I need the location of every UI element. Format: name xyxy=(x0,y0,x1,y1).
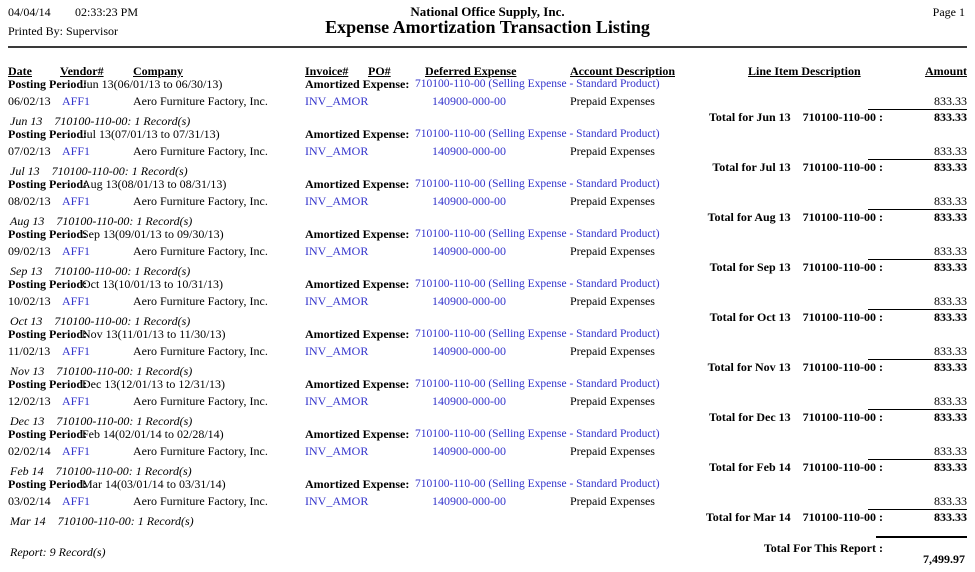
vendor-company: Aero Furniture Factory, Inc. xyxy=(133,94,268,108)
amortized-expense-label: Amortized Expense: xyxy=(305,77,410,91)
posting-period-label: Posting Period: xyxy=(8,277,87,291)
account-description: Prepaid Expenses xyxy=(570,394,655,408)
amortized-expense-account: 710100-110-00 (Selling Expense - Standard Product) xyxy=(415,278,660,290)
vendor-company: Aero Furniture Factory, Inc. xyxy=(133,444,268,458)
record-block xyxy=(0,278,975,328)
line-amount: 833.33 xyxy=(934,94,967,108)
line-amount: 833.33 xyxy=(934,394,967,408)
account-description: Prepaid Expenses xyxy=(570,94,655,108)
month-total-amount: 833.33 xyxy=(934,260,967,274)
amortized-expense-label: Amortized Expense: xyxy=(305,227,410,241)
amortized-expense-label: Amortized Expense: xyxy=(305,477,410,491)
posting-period-label: Posting Period: xyxy=(8,477,87,491)
deferred-expense-account: 140900-000-00 xyxy=(432,244,506,258)
print-time: 02:33:23 PM xyxy=(75,5,139,19)
account-description: Prepaid Expenses xyxy=(570,294,655,308)
records xyxy=(0,78,975,528)
account-description: Prepaid Expenses xyxy=(570,244,655,258)
record-block xyxy=(0,78,975,128)
month-total-label: Total for Aug 13 710100-110-00 : xyxy=(707,210,883,224)
transaction-date: 07/02/13 xyxy=(8,144,51,158)
record-block xyxy=(0,478,975,528)
transaction-date: 12/02/13 xyxy=(8,394,51,408)
posting-period-value: Feb 14(02/01/14 to 02/28/14) xyxy=(82,427,224,441)
deferred-expense-account: 140900-000-00 xyxy=(432,444,506,458)
vendor-code: AFF1 xyxy=(62,244,91,258)
record-count-line: Jun 13 710100-110-00: 1 Record(s) xyxy=(10,114,191,128)
record-block xyxy=(0,378,975,428)
posting-period-value: Jul 13(07/01/13 to 07/31/13) xyxy=(82,127,220,141)
posting-period-value: Aug 13(08/01/13 to 08/31/13) xyxy=(82,177,227,191)
invoice-number: INV_AMOR xyxy=(305,344,369,358)
posting-period-value: Nov 13(11/01/13 to 11/30/13) xyxy=(82,327,226,341)
col-header-company: Company xyxy=(133,64,184,78)
vendor-company: Aero Furniture Factory, Inc. xyxy=(133,244,268,258)
deferred-expense-account: 140900-000-00 xyxy=(432,144,506,158)
month-total-amount: 833.33 xyxy=(934,410,967,424)
amortized-expense-label: Amortized Expense: xyxy=(305,177,410,191)
invoice-number: INV_AMOR xyxy=(305,294,369,308)
record-count-line: Aug 13 710100-110-00: 1 Record(s) xyxy=(10,214,193,228)
month-total-amount: 833.33 xyxy=(934,360,967,374)
col-header-date: Date xyxy=(8,64,32,78)
report-total-amount: 7,499.97 xyxy=(923,552,965,566)
deferred-expense-account: 140900-000-00 xyxy=(432,294,506,308)
record-count-line: Mar 14 710100-110-00: 1 Record(s) xyxy=(10,514,194,528)
month-total-amount: 833.33 xyxy=(934,110,967,124)
posting-period-label: Posting Period: xyxy=(8,327,87,341)
vendor-code: AFF1 xyxy=(62,144,91,158)
posting-period-label: Posting Period: xyxy=(8,427,87,441)
month-total-amount: 833.33 xyxy=(934,510,967,524)
report-total-label: Total For This Report : xyxy=(763,541,883,555)
deferred-expense-account: 140900-000-00 xyxy=(432,494,506,508)
vendor-code: AFF1 xyxy=(62,494,91,508)
posting-period-value: Jun 13(06/01/13 to 06/30/13) xyxy=(82,77,223,91)
line-amount: 833.33 xyxy=(934,144,967,158)
vendor-code: AFF1 xyxy=(62,294,91,308)
line-amount: 833.33 xyxy=(934,194,967,208)
vendor-code: AFF1 xyxy=(62,94,91,108)
account-description: Prepaid Expenses xyxy=(570,494,655,508)
col-header-line-item-desc: Line Item Description xyxy=(748,64,861,78)
posting-period-label: Posting Period: xyxy=(8,227,87,241)
record-block xyxy=(0,428,975,478)
month-total-label: Total for Feb 14 710100-110-00 : xyxy=(709,460,883,474)
transaction-date: 02/02/14 xyxy=(8,444,51,458)
invoice-number: INV_AMOR xyxy=(305,244,369,258)
report-total-box xyxy=(876,536,967,572)
month-total-label: Total for Dec 13 710100-110-00 : xyxy=(709,410,883,424)
posting-period-label: Posting Period: xyxy=(8,177,87,191)
amortized-expense-label: Amortized Expense: xyxy=(305,127,410,141)
account-description: Prepaid Expenses xyxy=(570,194,655,208)
month-total-label: Total for Oct 13 710100-110-00 : xyxy=(709,310,883,324)
amortized-expense-account: 710100-110-00 (Selling Expense - Standard Product) xyxy=(415,228,660,240)
record-block xyxy=(0,228,975,278)
col-header-amount: Amount xyxy=(924,64,967,78)
invoice-number: INV_AMOR xyxy=(305,494,369,508)
deferred-expense-account: 140900-000-00 xyxy=(432,394,506,408)
line-amount: 833.33 xyxy=(934,294,967,308)
deferred-expense-account: 140900-000-00 xyxy=(432,344,506,358)
amortized-expense-label: Amortized Expense: xyxy=(305,377,410,391)
vendor-code: AFF1 xyxy=(62,344,91,358)
vendor-code: AFF1 xyxy=(62,194,91,208)
account-description: Prepaid Expenses xyxy=(570,344,655,358)
amortized-expense-account: 710100-110-00 (Selling Expense - Standard Product) xyxy=(415,328,660,340)
posting-period-value: Mar 14(03/01/14 to 03/31/14) xyxy=(82,477,226,491)
month-total-label: Total for Jun 13 710100-110-00 : xyxy=(708,110,883,124)
vendor-company: Aero Furniture Factory, Inc. xyxy=(133,294,268,308)
amortized-expense-label: Amortized Expense: xyxy=(305,427,410,441)
col-header-vendor: Vendor# xyxy=(60,64,104,78)
deferred-expense-account: 140900-000-00 xyxy=(432,94,506,108)
line-amount: 833.33 xyxy=(934,344,967,358)
transaction-date: 10/02/13 xyxy=(8,294,51,308)
amortized-expense-account: 710100-110-00 (Selling Expense - Standard Product) xyxy=(415,428,660,440)
invoice-number: INV_AMOR xyxy=(305,94,369,108)
vendor-code: AFF1 xyxy=(62,394,91,408)
header-divider xyxy=(8,46,967,48)
col-header-account-desc: Account Description xyxy=(570,64,675,78)
deferred-expense-account: 140900-000-00 xyxy=(432,194,506,208)
transaction-date: 08/02/13 xyxy=(8,194,51,208)
report-record-count: Report: 9 Record(s) xyxy=(10,545,106,559)
amortized-expense-account: 710100-110-00 (Selling Expense - Standard Product) xyxy=(415,378,660,390)
report-title: Expense Amortization Transaction Listing xyxy=(325,17,650,37)
invoice-number: INV_AMOR xyxy=(305,444,369,458)
invoice-number: INV_AMOR xyxy=(305,394,369,408)
amortized-expense-label: Amortized Expense: xyxy=(305,277,410,291)
invoice-number: INV_AMOR xyxy=(305,194,369,208)
amortized-expense-label: Amortized Expense: xyxy=(305,327,410,341)
posting-period-label: Posting Period: xyxy=(8,77,87,91)
posting-period-value: Dec 13(12/01/13 to 12/31/13) xyxy=(82,377,225,391)
month-total-amount: 833.33 xyxy=(934,160,967,174)
vendor-company: Aero Furniture Factory, Inc. xyxy=(133,144,268,158)
month-total-label: Total for Nov 13 710100-110-00 : xyxy=(707,360,883,374)
amortized-expense-account: 710100-110-00 (Selling Expense - Standard Product) xyxy=(415,178,660,190)
transaction-date: 06/02/13 xyxy=(8,94,51,108)
amortized-expense-account: 710100-110-00 (Selling Expense - Standard Product) xyxy=(415,478,660,490)
vendor-company: Aero Furniture Factory, Inc. xyxy=(133,344,268,358)
record-count-line: Sep 13 710100-110-00: 1 Record(s) xyxy=(10,264,191,278)
company-name: National Office Supply, Inc. xyxy=(410,4,565,19)
transaction-date: 09/02/13 xyxy=(8,244,51,258)
vendor-company: Aero Furniture Factory, Inc. xyxy=(133,194,268,208)
record-count-line: Nov 13 710100-110-00: 1 Record(s) xyxy=(10,364,193,378)
record-block xyxy=(0,178,975,228)
vendor-company: Aero Furniture Factory, Inc. xyxy=(133,394,268,408)
posting-period-value: Sep 13(09/01/13 to 09/30/13) xyxy=(82,227,224,241)
record-block xyxy=(0,328,975,378)
col-header-po: PO# xyxy=(368,64,391,78)
amortized-expense-account: 710100-110-00 (Selling Expense - Standard Product) xyxy=(415,128,660,140)
record-count-line: Feb 14 710100-110-00: 1 Record(s) xyxy=(10,464,192,478)
invoice-number: INV_AMOR xyxy=(305,144,369,158)
vendor-company: Aero Furniture Factory, Inc. xyxy=(133,494,268,508)
record-count-line: Oct 13 710100-110-00: 1 Record(s) xyxy=(10,314,191,328)
account-description: Prepaid Expenses xyxy=(570,444,655,458)
line-amount: 833.33 xyxy=(934,444,967,458)
posting-period-value: Oct 13(10/01/13 to 10/31/13) xyxy=(82,277,223,291)
line-amount: 833.33 xyxy=(934,244,967,258)
record-block xyxy=(0,128,975,178)
month-total-amount: 833.33 xyxy=(934,210,967,224)
print-date: 04/04/14 xyxy=(8,5,51,19)
page-number: Page 1 xyxy=(932,5,965,19)
line-amount: 833.33 xyxy=(934,494,967,508)
record-count-line: Jul 13 710100-110-00: 1 Record(s) xyxy=(10,164,188,178)
transaction-date: 03/02/14 xyxy=(8,494,51,508)
col-header-deferred: Deferred Expense xyxy=(425,64,517,78)
month-total-label: Total for Sep 13 710100-110-00 : xyxy=(709,260,883,274)
record-count-line: Dec 13 710100-110-00: 1 Record(s) xyxy=(10,414,193,428)
posting-period-label: Posting Period: xyxy=(8,127,87,141)
col-header-invoice: Invoice# xyxy=(305,64,349,78)
posting-period-label: Posting Period: xyxy=(8,377,87,391)
vendor-code: AFF1 xyxy=(62,444,91,458)
transaction-date: 11/02/13 xyxy=(8,344,51,358)
amortized-expense-account: 710100-110-00 (Selling Expense - Standard Product) xyxy=(415,78,660,90)
month-total-label: Total for Jul 13 710100-110-00 : xyxy=(712,160,883,174)
month-total-amount: 833.33 xyxy=(934,310,967,324)
account-description: Prepaid Expenses xyxy=(570,144,655,158)
printed-by: Printed By: Supervisor xyxy=(8,24,118,38)
month-total-amount: 833.33 xyxy=(934,460,967,474)
month-total-label: Total for Mar 14 710100-110-00 : xyxy=(705,510,883,524)
